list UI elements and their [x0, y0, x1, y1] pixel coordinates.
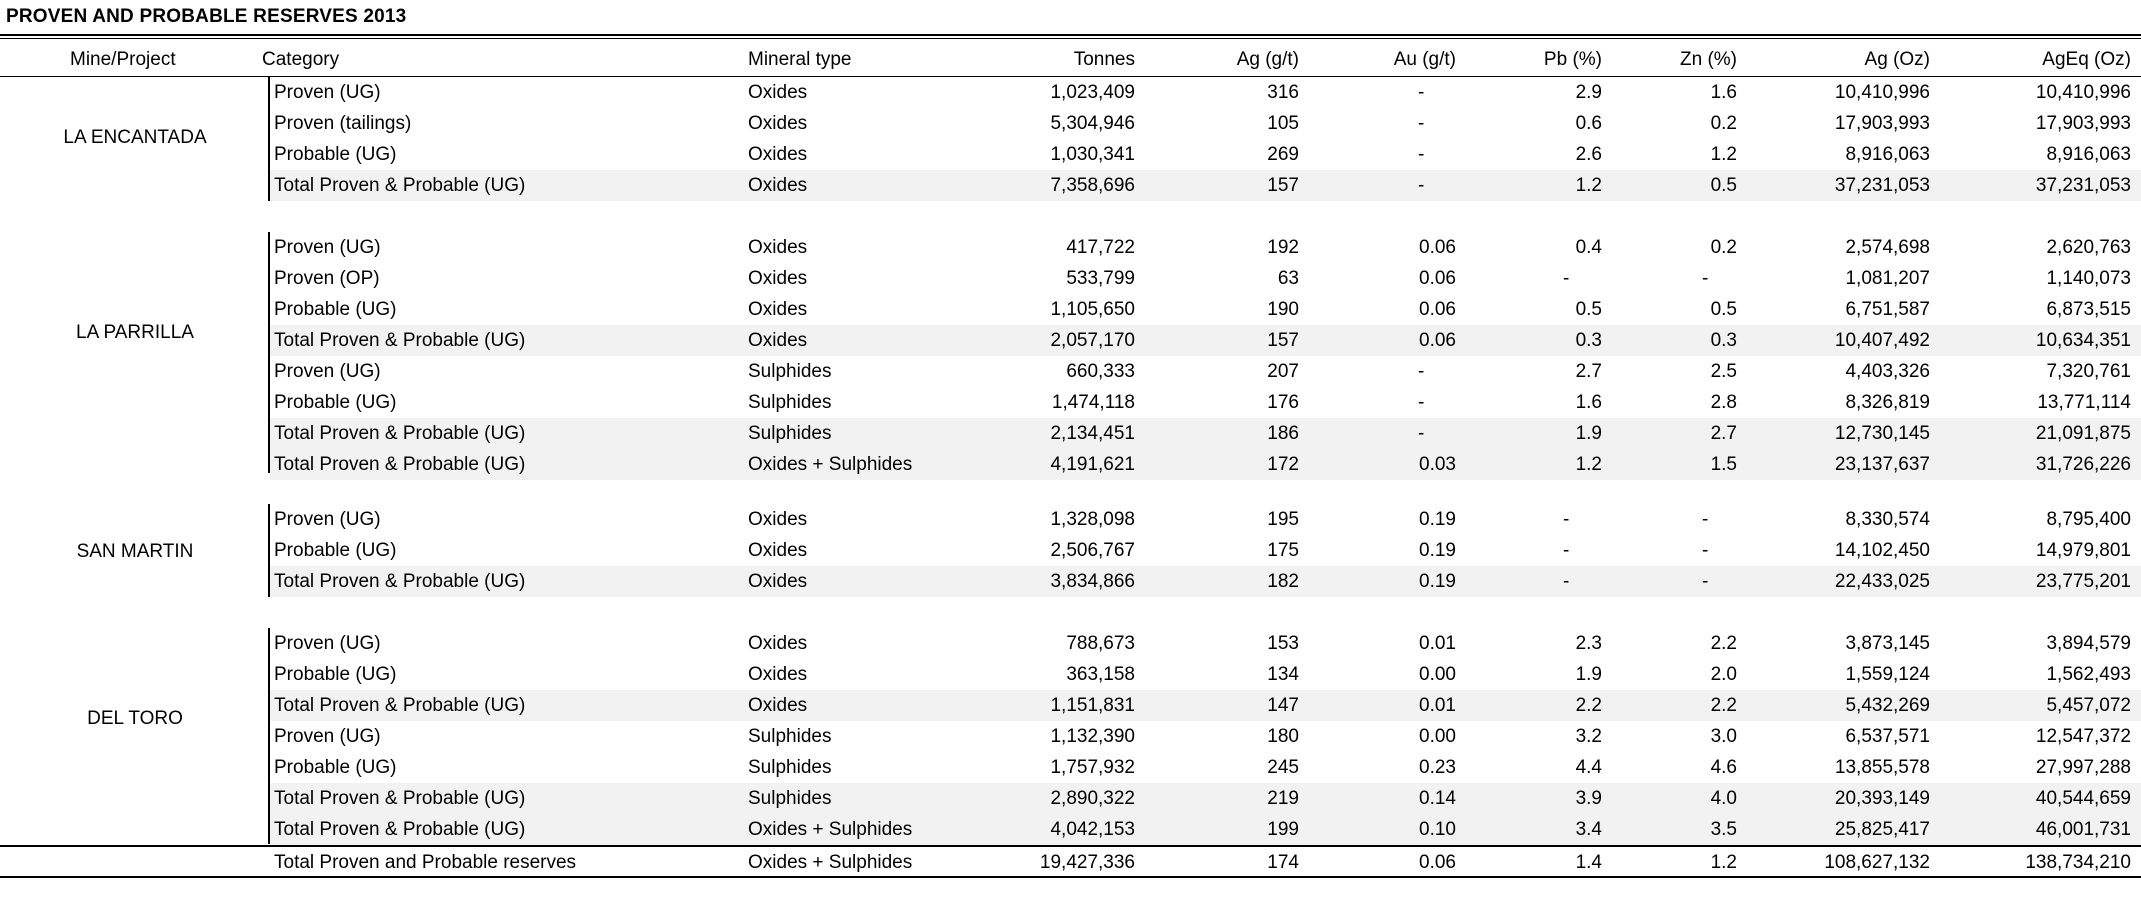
cell-mineral-type: Oxides + Sulphides: [748, 819, 913, 840]
cell-category: Total Proven & Probable (UG): [274, 788, 526, 809]
cell-mineral-type: Oxides: [748, 330, 808, 351]
cell-ag-oz: 8,916,063: [1845, 144, 1930, 165]
mine-label-san-martin: SAN MARTIN: [76, 541, 194, 562]
cell-au-gt: 0.06: [1419, 299, 1456, 320]
cell-ageq-oz: 27,997,288: [2035, 757, 2131, 778]
cell-zn: 1.2: [1710, 144, 1737, 165]
cell-ag-gt: 219: [1267, 788, 1299, 809]
cell-tonnes: 1,151,831: [1050, 695, 1135, 716]
cell-au-gt: -: [1418, 144, 1425, 165]
cell-ageq-oz: 138,734,210: [2025, 852, 2131, 873]
header-mine: Mine/Project: [70, 49, 176, 70]
cell-ag-gt: 186: [1267, 423, 1299, 444]
cell-mineral-type: Oxides: [748, 237, 808, 258]
cell-mineral-type: Sulphides: [748, 361, 832, 382]
cell-category: Probable (UG): [274, 540, 397, 561]
top-rule: [0, 34, 2141, 36]
cell-category: Total Proven and Probable reserves: [274, 852, 577, 873]
cell-pb: 0.4: [1575, 237, 1602, 258]
cell-tonnes: 363,158: [1066, 664, 1135, 685]
table-row: [0, 783, 2141, 814]
cell-ag-gt: 176: [1267, 392, 1299, 413]
cell-ag-oz: 1,081,207: [1845, 268, 1930, 289]
cell-au-gt: 0.00: [1419, 726, 1456, 747]
cell-ag-oz: 1,559,124: [1845, 664, 1930, 685]
cell-ageq-oz: 6,873,515: [2046, 299, 2131, 320]
cell-category: Total Proven & Probable (UG): [274, 423, 526, 444]
cell-au-gt: 0.03: [1419, 454, 1456, 475]
cell-au-gt: 0.06: [1419, 268, 1456, 289]
cell-category: Proven (OP): [274, 268, 380, 289]
cell-zn: -: [1702, 509, 1709, 530]
cell-pb: 0.6: [1575, 113, 1602, 134]
cell-ageq-oz: 13,771,114: [2037, 392, 2131, 413]
table-row: [0, 721, 2141, 752]
cell-tonnes: 1,132,390: [1050, 726, 1135, 747]
table-row: [0, 232, 2141, 263]
cell-category: Proven (UG): [274, 633, 381, 654]
cell-tonnes: 1,023,409: [1050, 82, 1135, 103]
table-row: [0, 325, 2141, 356]
cell-mineral-type: Sulphides: [748, 788, 832, 809]
cell-pb: 4.4: [1575, 757, 1602, 778]
cell-au-gt: 0.01: [1419, 633, 1456, 654]
cell-category: Probable (UG): [274, 144, 397, 165]
cell-ag-oz: 12,730,145: [1834, 423, 1930, 444]
cell-au-gt: 0.06: [1419, 237, 1456, 258]
cell-zn: 3.0: [1710, 726, 1737, 747]
cell-tonnes: 2,890,322: [1050, 788, 1135, 809]
cell-ag-gt: 157: [1267, 175, 1299, 196]
cell-ageq-oz: 31,726,226: [2035, 454, 2131, 475]
cell-ag-gt: 157: [1267, 330, 1299, 351]
cell-category: Proven (UG): [274, 509, 381, 530]
cell-mineral-type: Sulphides: [748, 757, 832, 778]
cell-tonnes: 2,506,767: [1050, 540, 1135, 561]
top-rule-thin: [0, 38, 2141, 39]
table-row: [0, 566, 2141, 597]
table-row: [0, 263, 2141, 294]
cell-ag-oz: 10,407,492: [1834, 330, 1930, 351]
cell-ageq-oz: 10,410,996: [2035, 82, 2131, 103]
cell-category: Total Proven & Probable (UG): [274, 175, 526, 196]
cell-category: Proven (UG): [274, 82, 381, 103]
cell-zn: 1.5: [1710, 454, 1737, 475]
cell-zn: 2.8: [1710, 392, 1737, 413]
cell-mineral-type: Oxides + Sulphides: [748, 852, 913, 873]
cell-ageq-oz: 1,562,493: [2046, 664, 2131, 685]
cell-category: Proven (tailings): [274, 113, 412, 134]
cell-ageq-oz: 2,620,763: [2046, 237, 2131, 258]
cell-zn: 4.0: [1710, 788, 1737, 809]
header-tonnes: Tonnes: [1073, 49, 1135, 70]
cell-pb: 3.4: [1575, 819, 1602, 840]
cell-mineral-type: Oxides: [748, 664, 808, 685]
header-zn: Zn (%): [1680, 49, 1737, 70]
cell-ag-oz: 3,873,145: [1845, 633, 1930, 654]
cell-zn: 2.0: [1710, 664, 1737, 685]
cell-category: Probable (UG): [274, 664, 397, 685]
cell-tonnes: 4,042,153: [1050, 819, 1135, 840]
cell-zn: 3.5: [1710, 819, 1737, 840]
cell-au-gt: 0.10: [1419, 819, 1456, 840]
cell-pb: 0.3: [1575, 330, 1602, 351]
cell-mineral-type: Oxides: [748, 695, 808, 716]
table-row: [0, 170, 2141, 201]
mine-label-la-encantada: LA ENCANTADA: [63, 127, 207, 148]
cell-pb: 1.2: [1575, 175, 1602, 196]
table-row: [0, 108, 2141, 139]
cell-mineral-type: Oxides: [748, 82, 808, 103]
cell-mineral-type: Oxides: [748, 540, 808, 561]
cell-ag-gt: 153: [1267, 633, 1299, 654]
cell-ag-gt: 147: [1267, 695, 1299, 716]
cell-pb: 1.9: [1575, 664, 1602, 685]
cell-category: Proven (UG): [274, 237, 381, 258]
cell-zn: 0.3: [1710, 330, 1737, 351]
cell-au-gt: 0.00: [1419, 664, 1456, 685]
cell-au-gt: -: [1418, 423, 1425, 444]
cell-mineral-type: Sulphides: [748, 726, 832, 747]
cell-ageq-oz: 12,547,372: [2035, 726, 2131, 747]
cell-tonnes: 2,057,170: [1050, 330, 1135, 351]
cell-mineral-type: Oxides: [748, 175, 808, 196]
cell-category: Total Proven & Probable (UG): [274, 330, 526, 351]
table-row: [0, 628, 2141, 659]
cell-zn: 0.5: [1710, 175, 1737, 196]
cell-ag-gt: 180: [1267, 726, 1299, 747]
table-row: [0, 847, 2141, 878]
cell-tonnes: 788,673: [1066, 633, 1135, 654]
table-row: [0, 418, 2141, 449]
cell-zn: -: [1702, 540, 1709, 561]
cell-zn: 2.5: [1710, 361, 1737, 382]
cell-pb: -: [1563, 268, 1570, 289]
cell-au-gt: 0.06: [1419, 852, 1456, 873]
cell-mineral-type: Oxides + Sulphides: [748, 454, 913, 475]
cell-category: Proven (UG): [274, 726, 381, 747]
table-title: PROVEN AND PROBABLE RESERVES 2013: [6, 6, 407, 27]
cell-ag-oz: 6,751,587: [1845, 299, 1930, 320]
cell-ag-oz: 17,903,993: [1834, 113, 1930, 134]
table-row: [0, 449, 2141, 480]
header-ageq-oz: AgEq (Oz): [2042, 49, 2131, 70]
cell-zn: 0.5: [1710, 299, 1737, 320]
cell-category: Probable (UG): [274, 757, 397, 778]
cell-ag-gt: 245: [1267, 757, 1299, 778]
cell-ag-gt: 192: [1267, 237, 1299, 258]
cell-ag-oz: 37,231,053: [1834, 175, 1930, 196]
table-row: [0, 294, 2141, 325]
cell-category: Total Proven & Probable (UG): [274, 454, 526, 475]
cell-ageq-oz: 17,903,993: [2035, 113, 2131, 134]
cell-au-gt: -: [1418, 82, 1425, 103]
table-row: [0, 77, 2141, 108]
cell-ag-oz: 13,855,578: [1834, 757, 1930, 778]
table-row: [0, 690, 2141, 721]
cell-ag-gt: 63: [1277, 268, 1299, 289]
cell-ag-oz: 23,137,637: [1834, 454, 1930, 475]
cell-tonnes: 5,304,946: [1050, 113, 1135, 134]
cell-ag-gt: 172: [1267, 454, 1299, 475]
cell-au-gt: 0.14: [1419, 788, 1456, 809]
cell-zn: 1.6: [1710, 82, 1737, 103]
cell-au-gt: 0.23: [1419, 757, 1456, 778]
cell-pb: 1.6: [1575, 392, 1602, 413]
cell-mineral-type: Oxides: [748, 299, 808, 320]
cell-ageq-oz: 37,231,053: [2035, 175, 2131, 196]
cell-zn: 1.2: [1710, 852, 1737, 873]
cell-mineral-type: Oxides: [748, 144, 808, 165]
cell-tonnes: 417,722: [1066, 237, 1135, 258]
cell-au-gt: -: [1418, 392, 1425, 413]
cell-tonnes: 3,834,866: [1050, 571, 1135, 592]
cell-ag-oz: 4,403,326: [1845, 361, 1930, 382]
cell-ageq-oz: 3,894,579: [2046, 633, 2131, 654]
cell-zn: 0.2: [1710, 237, 1737, 258]
cell-pb: 2.9: [1575, 82, 1602, 103]
cell-ageq-oz: 14,979,801: [2035, 540, 2131, 561]
cell-tonnes: 1,105,650: [1050, 299, 1135, 320]
cell-ageq-oz: 46,001,731: [2035, 819, 2131, 840]
cell-category: Total Proven & Probable (UG): [274, 819, 526, 840]
cell-tonnes: 19,427,336: [1039, 852, 1135, 873]
cell-pb: 3.2: [1575, 726, 1602, 747]
total-top-rule: [0, 845, 2141, 847]
cell-ag-gt: 174: [1267, 852, 1299, 873]
cell-mineral-type: Oxides: [748, 571, 808, 592]
cell-au-gt: -: [1418, 113, 1425, 134]
cell-au-gt: -: [1418, 361, 1425, 382]
table-row: [0, 535, 2141, 566]
cell-tonnes: 4,191,621: [1050, 454, 1135, 475]
cell-tonnes: 660,333: [1066, 361, 1135, 382]
cell-au-gt: 0.06: [1419, 330, 1456, 351]
cell-ag-gt: 199: [1267, 819, 1299, 840]
cell-mineral-type: Sulphides: [748, 423, 832, 444]
cell-tonnes: 2,134,451: [1050, 423, 1135, 444]
cell-mineral-type: Oxides: [748, 509, 808, 530]
cell-pb: 2.6: [1575, 144, 1602, 165]
header-au-gt: Au (g/t): [1393, 49, 1456, 70]
table-row: [0, 659, 2141, 690]
cell-category: Probable (UG): [274, 299, 397, 320]
header-ag-gt: Ag (g/t): [1236, 49, 1299, 70]
cell-mineral-type: Oxides: [748, 633, 808, 654]
cell-mineral-type: Oxides: [748, 113, 808, 134]
cell-ageq-oz: 8,795,400: [2046, 509, 2131, 530]
cell-ag-oz: 108,627,132: [1824, 852, 1930, 873]
cell-ag-gt: 105: [1267, 113, 1299, 134]
cell-pb: 1.2: [1575, 454, 1602, 475]
cell-pb: 0.5: [1575, 299, 1602, 320]
cell-ag-gt: 316: [1267, 82, 1299, 103]
cell-ag-oz: 8,326,819: [1845, 392, 1930, 413]
table-row: [0, 356, 2141, 387]
cell-ag-oz: 6,537,571: [1845, 726, 1930, 747]
cell-ag-oz: 14,102,450: [1834, 540, 1930, 561]
table-row: [0, 752, 2141, 783]
cell-tonnes: 1,328,098: [1050, 509, 1135, 530]
cell-mineral-type: Oxides: [748, 268, 808, 289]
cell-pb: 1.9: [1575, 423, 1602, 444]
cell-ageq-oz: 21,091,875: [2035, 423, 2131, 444]
mine-label-del-toro: DEL TORO: [87, 708, 183, 729]
cell-tonnes: 1,757,932: [1050, 757, 1135, 778]
cell-ageq-oz: 10,634,351: [2035, 330, 2131, 351]
cell-tonnes: 533,799: [1066, 268, 1135, 289]
cell-ag-oz: 10,410,996: [1834, 82, 1930, 103]
cell-ageq-oz: 7,320,761: [2046, 361, 2131, 382]
cell-zn: 4.6: [1710, 757, 1737, 778]
header-ag-oz: Ag (Oz): [1864, 49, 1930, 70]
cell-pb: -: [1563, 571, 1570, 592]
cell-tonnes: 1,030,341: [1050, 144, 1135, 165]
cell-zn: 2.2: [1710, 633, 1737, 654]
cell-ag-gt: 195: [1267, 509, 1299, 530]
cell-ag-gt: 207: [1267, 361, 1299, 382]
header-pb: Pb (%): [1543, 49, 1602, 70]
cell-ag-oz: 22,433,025: [1834, 571, 1930, 592]
cell-pb: -: [1563, 540, 1570, 561]
cell-mineral-type: Sulphides: [748, 392, 832, 413]
cell-ag-gt: 134: [1267, 664, 1299, 685]
cell-ag-oz: 20,393,149: [1834, 788, 1930, 809]
cell-ageq-oz: 8,916,063: [2046, 144, 2131, 165]
header-mineral: Mineral type: [748, 49, 852, 70]
cell-ageq-oz: 1,140,073: [2046, 268, 2131, 289]
cell-ag-gt: 175: [1267, 540, 1299, 561]
cell-pb: 1.4: [1575, 852, 1602, 873]
cell-au-gt: 0.01: [1419, 695, 1456, 716]
cell-ag-gt: 269: [1267, 144, 1299, 165]
cell-au-gt: -: [1418, 175, 1425, 196]
cell-pb: 2.3: [1575, 633, 1602, 654]
cell-zn: 2.2: [1710, 695, 1737, 716]
mine-label-la-parrilla: LA PARRILLA: [76, 322, 194, 343]
cell-category: Proven (UG): [274, 361, 381, 382]
header-category: Category: [262, 49, 340, 70]
cell-pb: -: [1563, 509, 1570, 530]
table-row: [0, 814, 2141, 845]
cell-au-gt: 0.19: [1419, 509, 1456, 530]
cell-pb: 2.7: [1575, 361, 1602, 382]
bottom-rule: [0, 876, 2141, 878]
cell-ag-oz: 2,574,698: [1845, 237, 1930, 258]
cell-zn: -: [1702, 268, 1709, 289]
cell-zn: 0.2: [1710, 113, 1737, 134]
cell-pb: 3.9: [1575, 788, 1602, 809]
table-row: [0, 139, 2141, 170]
cell-au-gt: 0.19: [1419, 540, 1456, 561]
cell-tonnes: 1,474,118: [1051, 392, 1135, 413]
cell-zn: -: [1702, 571, 1709, 592]
table-row: [0, 387, 2141, 418]
cell-category: Probable (UG): [274, 392, 397, 413]
cell-zn: 2.7: [1710, 423, 1737, 444]
table-row: [0, 504, 2141, 535]
cell-ag-gt: 190: [1267, 299, 1299, 320]
cell-ag-oz: 5,432,269: [1845, 695, 1930, 716]
cell-ag-gt: 182: [1267, 571, 1299, 592]
cell-au-gt: 0.19: [1419, 571, 1456, 592]
cell-pb: 2.2: [1575, 695, 1602, 716]
cell-ageq-oz: 40,544,659: [2035, 788, 2131, 809]
cell-ageq-oz: 5,457,072: [2046, 695, 2131, 716]
cell-ageq-oz: 23,775,201: [2035, 571, 2131, 592]
cell-tonnes: 7,358,696: [1050, 175, 1135, 196]
header-row: [0, 44, 2141, 76]
cell-category: Total Proven & Probable (UG): [274, 695, 526, 716]
cell-category: Total Proven & Probable (UG): [274, 571, 526, 592]
cell-ag-oz: 25,825,417: [1834, 819, 1930, 840]
cell-ag-oz: 8,330,574: [1845, 509, 1930, 530]
